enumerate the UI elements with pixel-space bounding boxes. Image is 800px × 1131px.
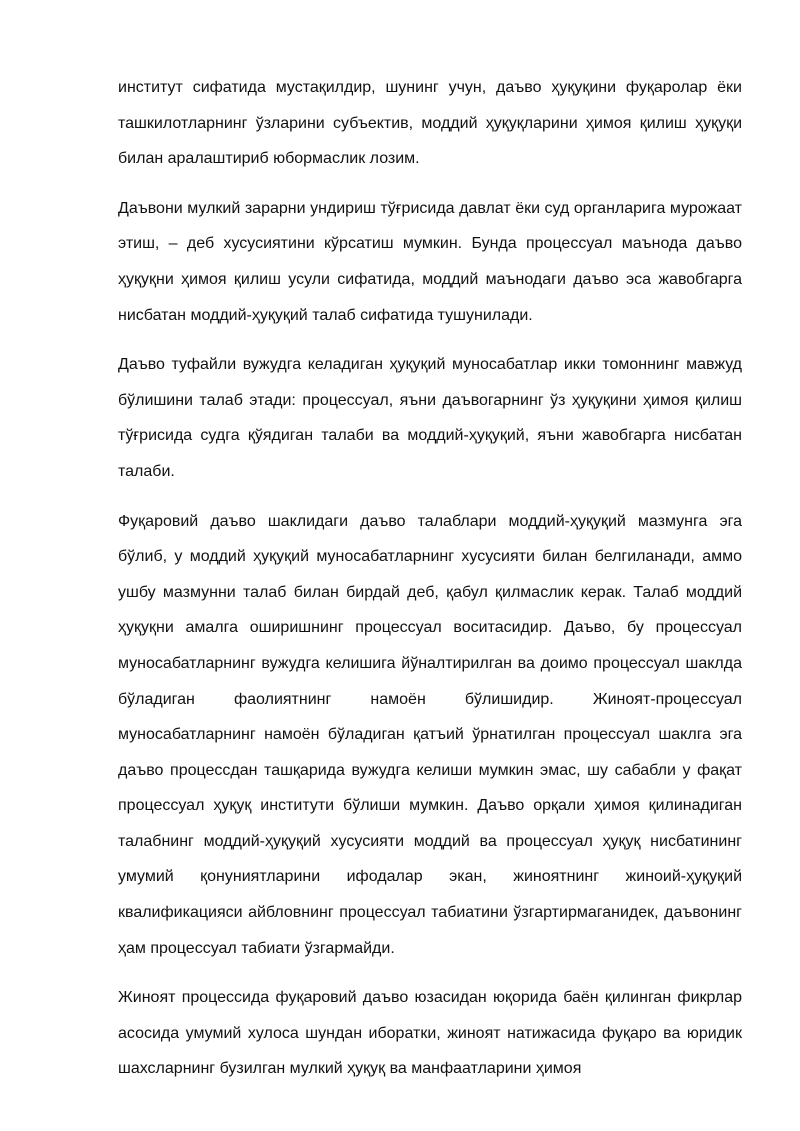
paragraph-3: Даъво туфайли вужудга келадиган ҳуқуқий муносабатлар икки томоннинг мавжуд бўлишини талаб этади: процессуал, яъни даъвогарнинг ўз ҳуқуқини ҳимоя қилиш тўғрисида судга қўядиган талаби ва моддий-ҳуқуқий, яъни жавобгарга нисбатан талаби. — [118, 356, 742, 480]
paragraph-4: Фуқаровий даъво шаклидаги даъво талаблари моддий-ҳуқуқий мазмунга эга бўлиб, у моддий ҳуқуқий муносабатларнинг хусусияти билан белгиланади, аммо ушбу мазмунни талаб билан бирдай деб, қабул қилмаслик керак. Талаб моддий ҳуқуқни амалга оширишнинг процессуал воситасидир. Даъво, бу процессуал муносабатларнинг вужудга келишига йўналтирилган ва доимо процессуал шаклда бўладиган фаолиятнинг намоён бўлишидир. Жиноят-процессуал муносабатларнинг намоён бўладиган қатъий ўрнатилган процессуал шаклга эга даъво процессдан ташқарида вужудга келиши мумкин эмас, шу сабабли у фақат процессуал ҳуқуқ институти бўлиши мумкин. Даъво орқали ҳимоя қилинадиган талабнинг моддий-ҳуқуқий хусусияти моддий ва процессуал ҳуқуқ нисбатининг умумий қонуниятларини ифодалар экан, жиноятнинг жиноий-ҳуқуқий квалификацияси айбловнинг процессуал табиатини ўзгартирмаганидек, даъвонинг ҳам процессуал табиати ўзгармайди. — [118, 512, 742, 957]
paragraph-1: институт сифатида мустақилдир, шунинг учун, даъво ҳуқуқини фуқаролар ёки ташкилотларнинг ўзларини субъектив, моддий ҳуқуқларини ҳимоя қилиш ҳуқуқи билан аралаштириб юбормаслик лозим. — [118, 79, 742, 168]
paragraph-5: Жиноят процессида фуқаровий даъво юзасидан юқорида баён қилинган фикрлар асосида умумий хулоса шундан иборатки, жиноят натижасида фуқаро ва юридик шахсларнинг бузилган мулкий ҳуқуқ ва манфаатларини ҳимоя — [118, 989, 742, 1078]
paragraph-2: Даъвони мулкий зарарни ундириш тўғрисида давлат ёки суд органларига мурожаат этиш, – деб хусусиятини кўрсатиш мумкин. Бунда процессуал маънода даъво ҳуқуқни ҳимоя қилиш усули сифатида, моддий маънодаги даъво эса жавобгарга нисбатан моддий-ҳуқуқий талаб сифатида тушунилади. — [118, 199, 742, 324]
document-page — [118, 70, 742, 1101]
